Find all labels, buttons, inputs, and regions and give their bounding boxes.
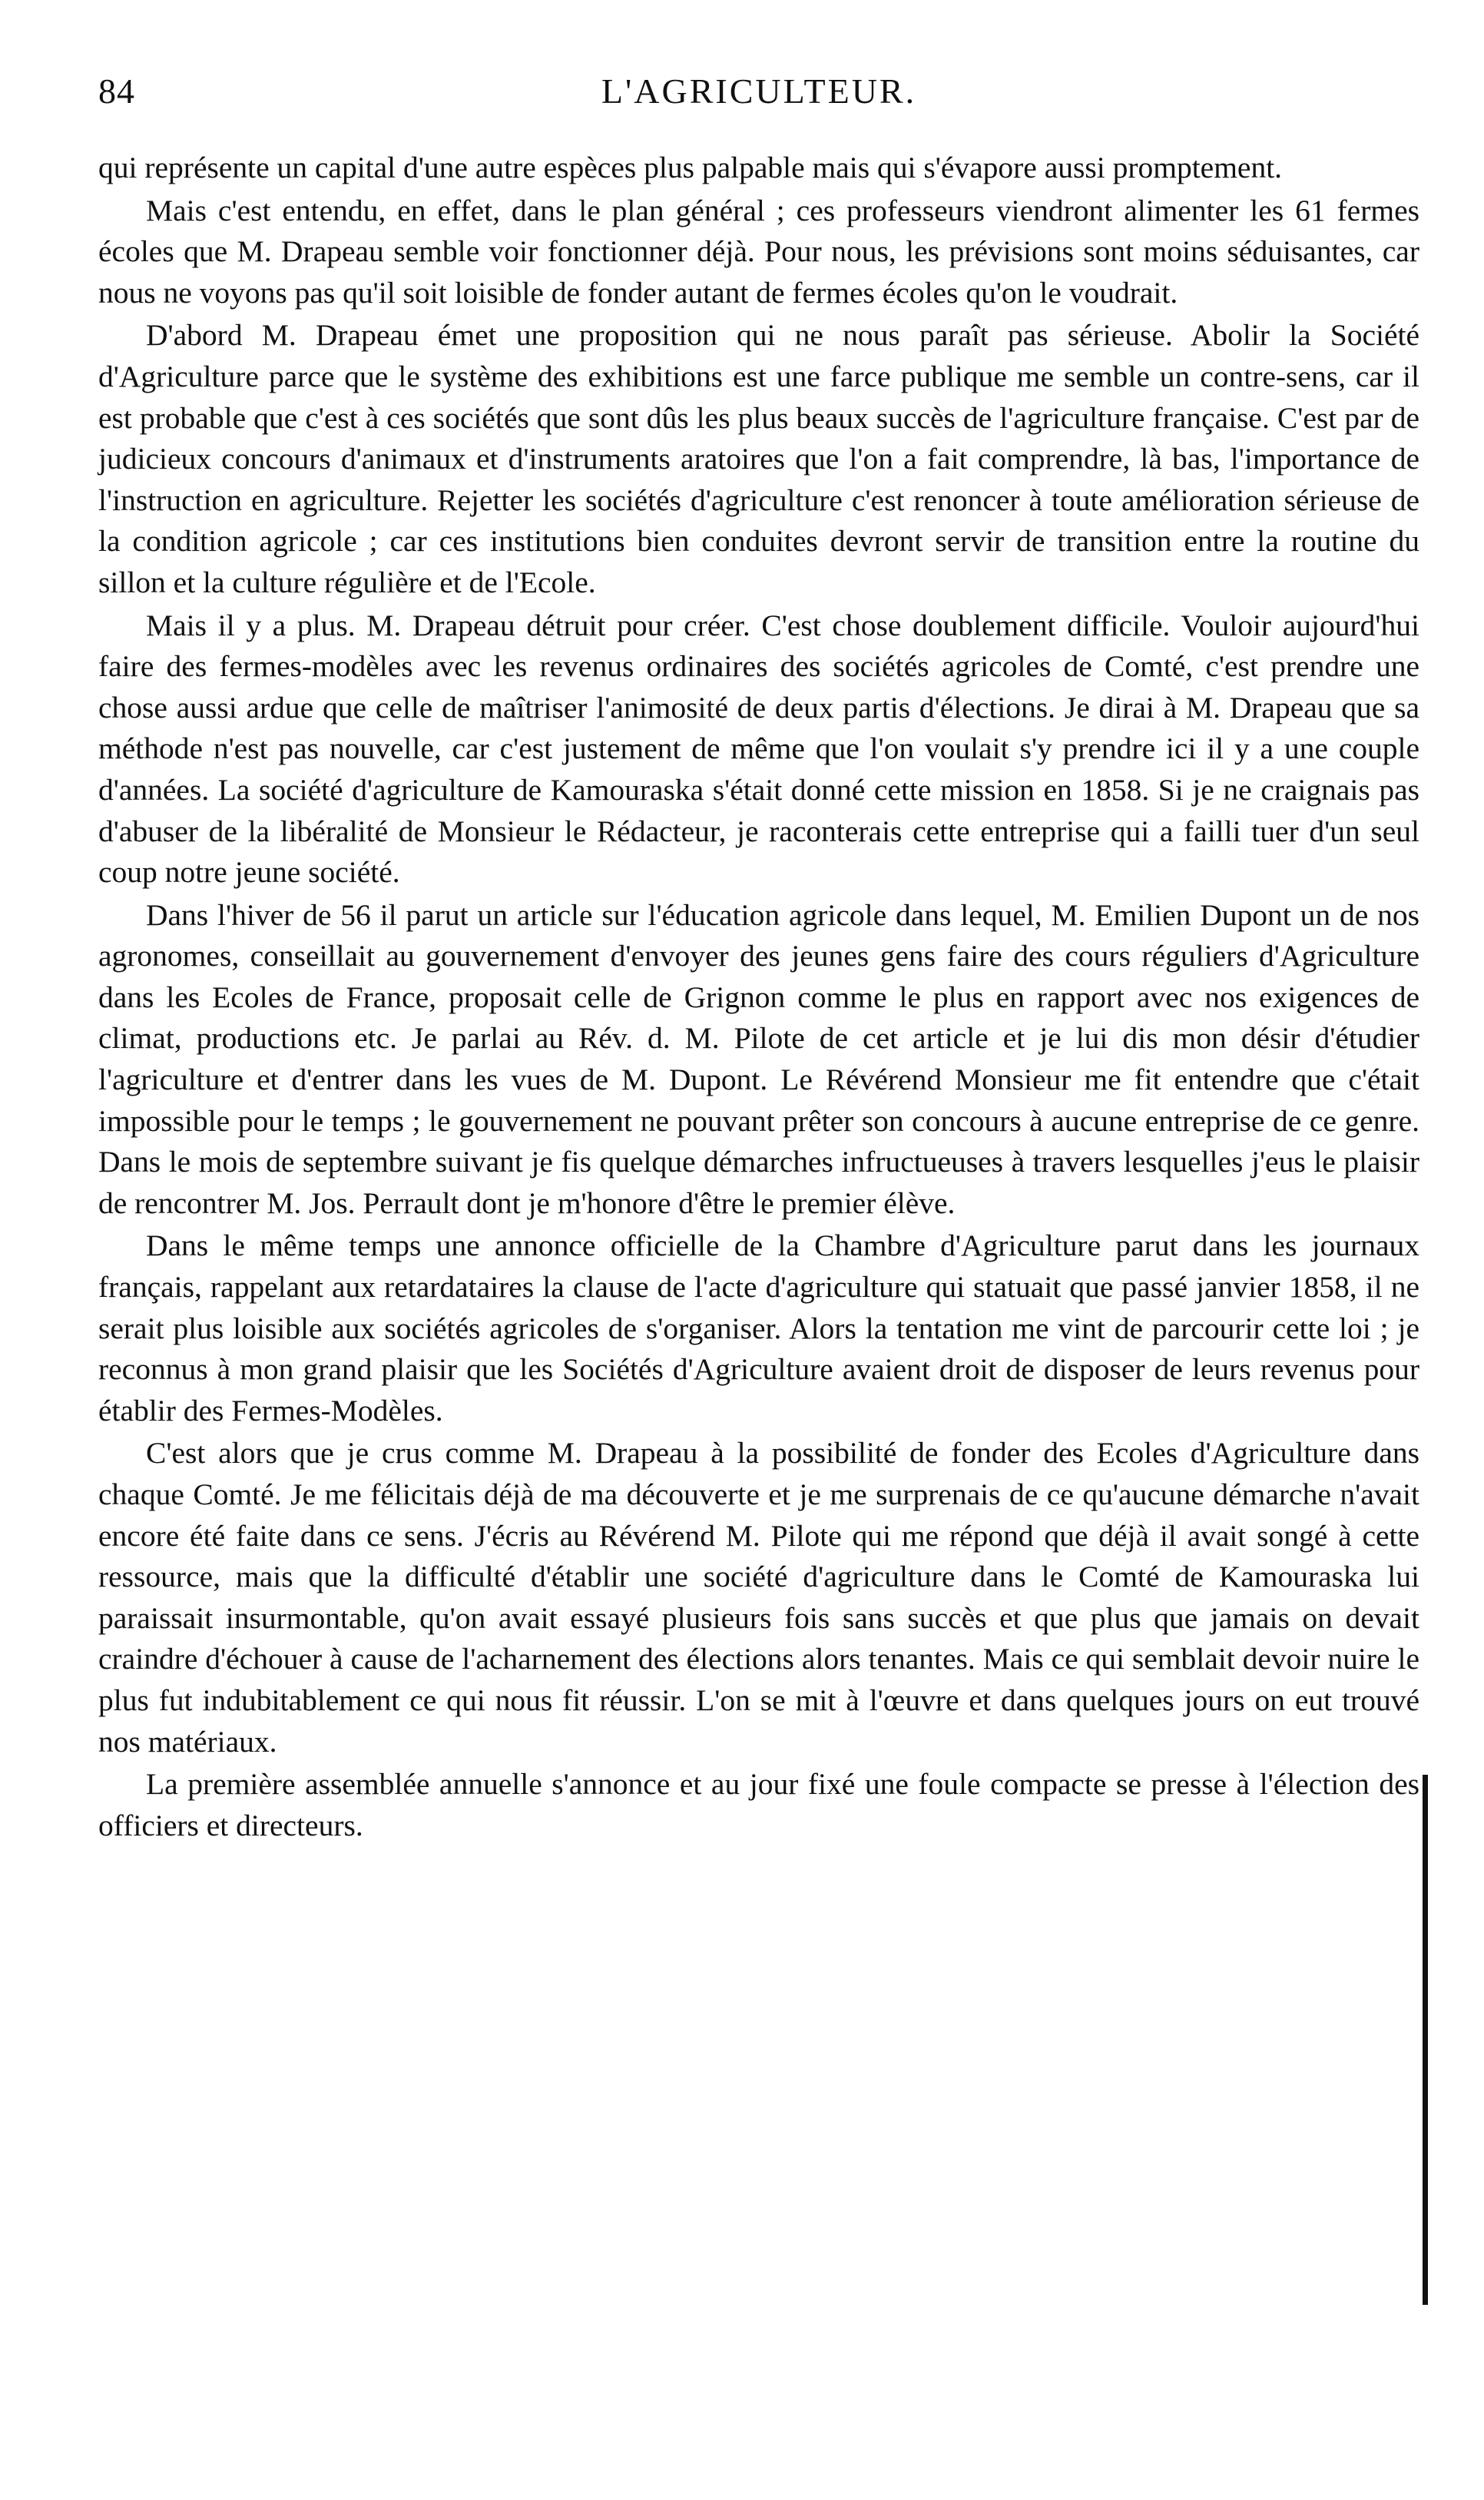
paragraph: Dans le même temps une annonce officielle de la Chambre d'Agriculture parut dans les journaux français, rappelant aux retardataires la clause de l'acte d'agriculture qui statuait que passé janvier 1858, il ne serait plus loisible aux sociétés agricoles de s'organiser. Alors la tentation me vint de parcourir cette loi ; je reconnus à mon grand plaisir que les Sociétés d'Agriculture avaient droit de disposer de leurs revenus pour établir des Fermes-Modèles. — [98, 1228, 1419, 1427]
paragraph-continuation: qui représente un capital d'une autre espèces plus palpable mais qui s'évapore aussi promptement. — [98, 151, 1283, 184]
paragraph: D'abord M. Drapeau émet une proposition qui ne nous paraît pas sérieuse. Abolir la Société d'Agriculture parce que le système des exhibitions est une farce publique me semble un contre-sens, car il est probable que c'est à ces sociétés que sont dûs les plus beaux succès de l'agriculture française. C'est par de judicieux concours d'animaux et d'instruments aratoires que l'on a fait comprendre, là bas, l'importance de l'instruction en agriculture. Rejetter les sociétés d'agriculture c'est renoncer à toute amélioration sérieuse de la condition agricole ; car ces institutions bien conduites devront servir de transition entre la routine du sillon et la culture régulière et de l'Ecole. — [98, 318, 1419, 599]
paragraph: Mais c'est entendu, en effet, dans le plan général ; ces professeurs viendront alimenter les 61 fermes écoles que M. Drapeau semble voir fonctionner déjà. Pour nous, les prévisions sont moins séduisantes, car nous ne voyons pas qu'il soit loisible de fonder autant de fermes écoles qu'on le voudrait. — [98, 193, 1419, 310]
paragraph: La première assemblée annuelle s'annonce et au jour fixé une foule compacte se presse à l'élection des officiers et directeurs. — [98, 1767, 1419, 1842]
paragraph: Mais il y a plus. M. Drapeau détruit pour créer. C'est chose doublement difficile. Vouloir aujourd'hui faire des fermes-modèles avec les revenus ordinaires des sociétés agricoles de Comté, c'est prendre une chose aussi ardue que celle de maîtriser l'animosité de deux partis d'élections. Je dirai à M. Drapeau que sa méthode n'est pas nouvelle, car c'est justement de même que l'on voulait s'y prendre ici il y a une couple d'années. La société d'agriculture de Kamouraska s'était donné cette mission en 1858. Si je ne craignais pas d'abuser de la libéralité de Monsieur le Rédacteur, je raconterais cette entreprise qui a failli tuer d'un seul coup notre jeune société. — [98, 608, 1419, 890]
page-number: 84 — [98, 71, 135, 111]
running-title: L'AGRICULTEUR. — [601, 71, 917, 111]
page — [98, 71, 1419, 1846]
paragraph: Dans l'hiver de 56 il parut un article sur l'éducation agricole dans lequel, M. Emilien Dupont un de nos agronomes, conseillait au gouvernement d'envoyer des jeunes gens faire des cours réguliers d'Agriculture dans les Ecoles de France, proposait celle de Grignon comme le plus en rapport avec nos exigences de climat, productions etc. Je parlai au Rév. d. M. Pilote de cet article et je lui dis mon désir d'étudier l'agriculture et d'entrer dans les vues de M. Dupont. Le Révérend Monsieur me fit entendre que c'était impossible pour le temps ; le gouvernement ne pouvant prêter son concours à aucune entreprise de ce genre. Dans le mois de septembre suivant je fis quelque démarches infructueuses à travers lesquelles j'eus le plaisir de rencontrer M. Jos. Perrault dont je m'honore d'être le premier élève. — [98, 897, 1419, 1220]
article-body — [98, 148, 1419, 1846]
scan-margin-rule — [1423, 1775, 1428, 2305]
page-header — [98, 71, 1419, 131]
paragraph: C'est alors que je crus comme M. Drapeau à la possibilité de fonder des Ecoles d'Agriculture dans chaque Comté. Je me félicitais déjà de ma découverte et je me surprenais de ce qu'aucune démarche n'avait encore été faite dans ce sens. J'écris au Révérend M. Pilote qui me répond que déjà il avait songé à cette ressource, mais que la difficulté d'établir une société d'agriculture dans le Comté de Kamouraska lui paraissait insurmontable, qu'on avait essayé plusieurs fois sans succès et que plus que jamais on devait craindre d'échouer à cause de l'acharnement des élections alors tenantes. Mais ce qui semblait devoir nuire le plus fut indubitablement ce qui nous fit réussir. L'on se mit à l'œuvre et dans quelques jours on eut trouvé nos matériaux. — [98, 1436, 1419, 1759]
